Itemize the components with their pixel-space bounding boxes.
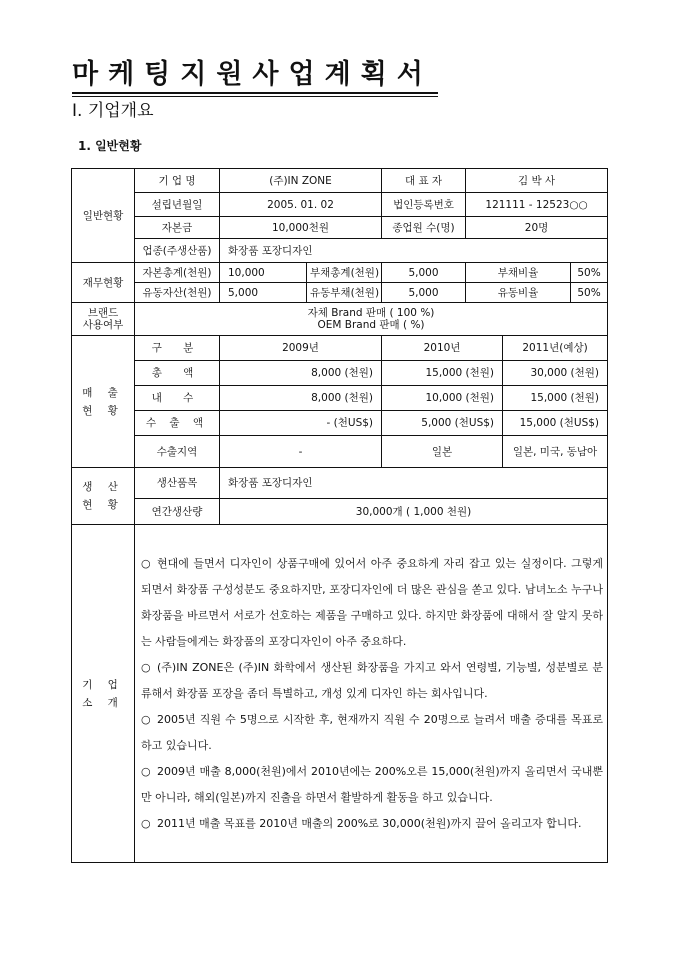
sales-row-region [72, 436, 608, 468]
sales-value-2011: 일본, 미국, 동남아 [503, 436, 608, 468]
title-underline [72, 92, 438, 94]
bullet-icon: ○ [141, 764, 151, 778]
sales-group-label [72, 336, 135, 468]
intro-row [72, 525, 608, 863]
brand-usage [135, 303, 608, 336]
sales-header-category: 구 분 [135, 336, 220, 361]
current-assets-value: 5,000 [220, 283, 307, 303]
sales-value-2010: 10,000 (천원) [382, 386, 503, 411]
general-row-1 [72, 169, 608, 193]
intro-body [135, 525, 608, 863]
sales-group-label-1: 매 출 [82, 386, 124, 399]
sales-header-2011: 2011년(예상) [503, 336, 608, 361]
debt-ratio-value: 50% [571, 263, 608, 283]
industry-value: 화장품 포장디자인 [220, 239, 608, 263]
founded-value: 2005. 01. 02 [220, 193, 382, 217]
bullet-icon: ○ [141, 816, 151, 830]
production-item-value: 화장품 포장디자인 [220, 468, 608, 499]
brand-label-line1: 브랜드 [87, 307, 119, 319]
sales-value-2010: 15,000 (천원) [382, 361, 503, 386]
document-title: 마케팅지원사업계획서 [72, 59, 433, 90]
intro-paragraph: ○ 2005년 직원 수 5명으로 시작한 후, 현재까지 직원 수 20명으로 늘려서 매출 증대를 목표로 하고 있습니다. [141, 707, 603, 759]
general-row-3 [72, 217, 608, 239]
sales-value-2011: 15,000 (천US$) [503, 411, 608, 436]
ceo-value: 김 박 사 [466, 169, 608, 193]
company-name-label: 기 업 명 [135, 169, 220, 193]
employees-label: 종업원 수(명) [382, 217, 466, 239]
production-group-label [72, 468, 135, 525]
finance-row-2 [72, 283, 608, 303]
current-ratio-value: 50% [571, 283, 608, 303]
ceo-label: 대 표 자 [382, 169, 466, 193]
production-row-2 [72, 499, 608, 525]
sales-row-export [72, 411, 608, 436]
production-item-label: 생산품목 [135, 468, 220, 499]
current-liab-value: 5,000 [382, 283, 466, 303]
current-assets-label: 유동자산(천원) [135, 283, 220, 303]
sales-group-label-2: 현 황 [82, 404, 124, 417]
employees-value: 20명 [466, 217, 608, 239]
production-group-label-1: 생 산 [82, 481, 124, 493]
finance-group-label: 재무현황 [72, 263, 135, 303]
brand-label [72, 303, 135, 336]
sales-row-total [72, 361, 608, 386]
sales-row-label: 총 액 [135, 361, 220, 386]
sales-value-2010: 5,000 (천US$) [382, 411, 503, 436]
section-heading: Ⅰ. 기업개요 [72, 101, 154, 121]
sales-value-2011: 15,000 (천원) [503, 386, 608, 411]
intro-paragraph: ○ 현대에 들면서 디자인이 상품구매에 있어서 아주 중요하게 자리 잡고 있는 실정이다. 그렇게 되면서 화장품 구성성분도 중요하지만, 포장디자인에 더 많은 관심을 쏟고 있다. 남녀노소 누구나 화장품을 바르면서 서로가 선호하는 제품을 구매하고 있다. 하지만 화장품에 대해서 잘 알지 못하는 사람들에게는 화장품의 포장디자인이 아주 중요하다. [141, 551, 603, 655]
company-overview-table [71, 168, 608, 863]
total-assets-label: 자본총계(천원) [135, 263, 220, 283]
intro-paragraph: ○ 2011년 매출 목표를 2010년 매출의 200%로 30,000(천원)까지 끌어 올리고자 합니다. [141, 811, 603, 837]
sales-row-label: 내 수 [135, 386, 220, 411]
general-row-2 [72, 193, 608, 217]
company-name-value: (주)IN ZONE [220, 169, 382, 193]
corp-reg-value: 121111 - 12523○○ [466, 193, 608, 217]
capital-value: 10,000천원 [220, 217, 382, 239]
production-capacity-label: 연간생산량 [135, 499, 220, 525]
corp-reg-label: 법인등록번호 [382, 193, 466, 217]
founded-label: 설립년월일 [135, 193, 220, 217]
total-assets-value: 10,000 [220, 263, 307, 283]
general-row-4 [72, 239, 608, 263]
total-liab-value: 5,000 [382, 263, 466, 283]
sales-row-label: 수 출 액 [135, 411, 220, 436]
sales-row-domestic [72, 386, 608, 411]
sales-header-2009: 2009년 [220, 336, 382, 361]
brand-oem: OEM Brand 판매 ( %) [317, 319, 425, 331]
bullet-icon: ○ [141, 556, 151, 570]
industry-label: 업종(주생산품) [135, 239, 220, 263]
general-group-label: 일반현황 [72, 169, 135, 263]
capital-label: 자본금 [135, 217, 220, 239]
brand-row [72, 303, 608, 336]
debt-ratio-label: 부채비율 [466, 263, 571, 283]
sales-value-2009: 8,000 (천원) [220, 361, 382, 386]
sales-row-label: 수출지역 [135, 436, 220, 468]
brand-label-line2: 사용여부 [82, 319, 124, 331]
sales-value-2009: - [220, 436, 382, 468]
sales-header-2010: 2010년 [382, 336, 503, 361]
sales-value-2010: 일본 [382, 436, 503, 468]
sales-value-2009: 8,000 (천원) [220, 386, 382, 411]
total-liab-label: 부채총계(천원) [307, 263, 382, 283]
intro-group-label-2: 소 개 [82, 696, 124, 709]
brand-own: 자체 Brand 판매 ( 100 %) [307, 307, 435, 319]
current-ratio-label: 유동비율 [466, 283, 571, 303]
bullet-icon: ○ [141, 712, 151, 726]
intro-group-label-1: 기 업 [82, 678, 124, 691]
sales-value-2009: - (천US$) [220, 411, 382, 436]
intro-paragraph: ○ (주)IN ZONE은 (주)IN 화학에서 생산된 화장품을 가지고 와서 연령별, 기능별, 성분별로 분류해서 화장품 포장을 좀더 특별하고, 개성 있게 디자인 하는 회사입니다. [141, 655, 603, 707]
production-group-label-2: 현 황 [82, 499, 124, 511]
sales-header-row [72, 336, 608, 361]
finance-row-1 [72, 263, 608, 283]
intro-group-label [72, 525, 135, 863]
subsection-heading: 1. 일반현황 [78, 139, 142, 153]
production-capacity-value: 30,000개 ( 1,000 천원) [220, 499, 608, 525]
bullet-icon: ○ [141, 660, 151, 674]
intro-paragraph: ○ 2009년 매출 8,000(천원)에서 2010년에는 200%오른 15,000(천원)까지 올리면서 국내뿐만 아니라, 해외(일본)까지 진출을 하면서 활발하게 활동을 하고 있습니다. [141, 759, 603, 811]
production-row-1 [72, 468, 608, 499]
current-liab-label: 유동부채(천원) [307, 283, 382, 303]
sales-value-2011: 30,000 (천원) [503, 361, 608, 386]
